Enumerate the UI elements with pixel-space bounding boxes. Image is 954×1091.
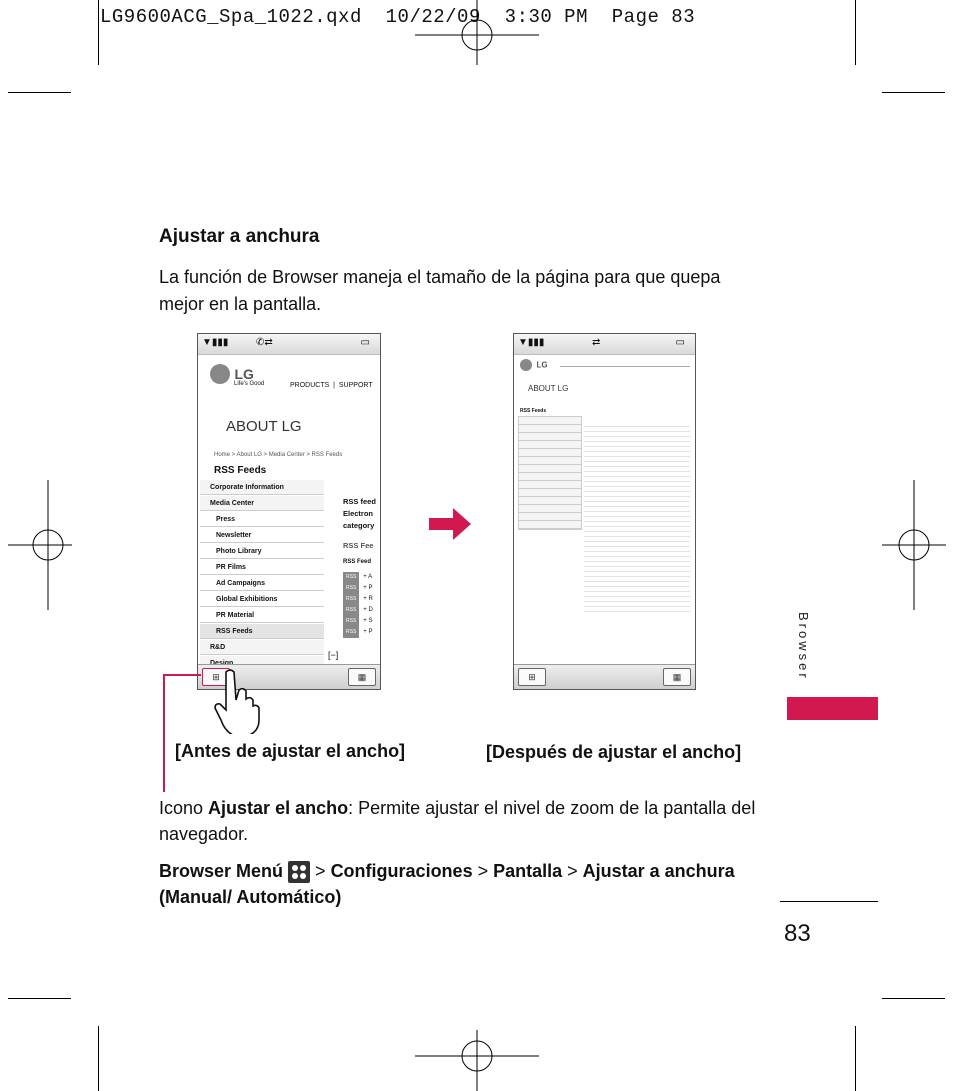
menu-item[interactable]: PR Films xyxy=(200,560,324,575)
crop-mark xyxy=(98,0,99,65)
section-heading: Ajustar a anchura xyxy=(159,226,320,247)
call-icon: ✆⇄ xyxy=(256,337,273,348)
rss-section-title: RSS Feeds xyxy=(214,465,267,476)
breadcrumb: Home > About LG > Media Center > RSS Feeds xyxy=(214,452,343,458)
caption-before: [Antes de ajustar el ancho] xyxy=(175,741,406,761)
rss-badge-list: RSS + A RSS + P RSS + R RSS + D RSS + S RSS + P xyxy=(343,572,373,638)
status-bar xyxy=(198,334,380,355)
menu-item[interactable]: Media Center xyxy=(200,496,324,511)
battery-icon: ▭ xyxy=(360,337,370,348)
mini-menu xyxy=(518,416,582,530)
battery-icon: ▭ xyxy=(675,337,685,348)
browser-toolbar xyxy=(514,664,695,689)
nav-support-link[interactable]: SUPPORT xyxy=(338,382,373,389)
page-number-rule xyxy=(780,901,878,902)
menu-path: Browser Menú > Configuraciones > Pantalla > Ajustar a anchura (Manual/ Automático) xyxy=(159,861,735,907)
page-title: ABOUT LG xyxy=(528,384,569,393)
signal-icon: ▼▮▮▮ xyxy=(518,337,545,348)
registration-mark-icon xyxy=(415,0,539,65)
rss-badge[interactable]: RSS xyxy=(343,594,359,605)
status-bar xyxy=(514,334,695,355)
lg-logo: LG Life's Good xyxy=(210,364,264,387)
nav-products-link[interactable]: PRODUCTS xyxy=(290,382,330,389)
fit-width-indicator-icon: [−] xyxy=(328,650,339,660)
menu-grid-icon xyxy=(288,861,310,883)
rss-section-title: RSS Feeds xyxy=(520,408,547,414)
registration-mark-icon xyxy=(8,480,72,610)
crop-mark xyxy=(855,0,856,65)
mini-nav xyxy=(560,366,690,367)
registration-mark-icon xyxy=(882,480,946,610)
menu-item[interactable]: Ad Campaigns xyxy=(200,576,324,591)
registration-mark-icon xyxy=(415,1030,539,1091)
menu-item[interactable]: RSS Feeds xyxy=(200,624,324,639)
hand-pointer-icon xyxy=(212,668,260,734)
crop-mark xyxy=(8,92,71,93)
page-title: ABOUT LG xyxy=(226,418,302,435)
rss-badge[interactable]: RSS xyxy=(343,616,359,627)
browser-menu-button[interactable]: ▦ xyxy=(348,668,376,686)
menu-item[interactable]: Photo Library xyxy=(200,544,324,559)
caption-after: [Después de ajustar el ancho] xyxy=(486,742,742,762)
print-header: LG9600ACG_Spa_1022.qxd 10/22/09 3:30 PM Page 83 xyxy=(100,6,696,28)
rss-badge[interactable]: RSS xyxy=(343,572,359,583)
crop-mark xyxy=(882,998,945,999)
icon-description: Icono Ajustar el ancho: Permite ajustar el nivel de zoom de la pantalla del navegador. xyxy=(159,798,756,844)
menu-item[interactable]: PR Material xyxy=(200,608,324,623)
screenshot-before xyxy=(197,333,381,690)
section-tab-label: Browser xyxy=(796,612,811,681)
menu-item[interactable]: Corporate Information xyxy=(200,480,324,495)
rss-content: RSS feed Electron category RSS Fee RSS Feed xyxy=(343,497,376,565)
menu-item[interactable]: Newsletter xyxy=(200,528,324,543)
rss-badge[interactable]: RSS xyxy=(343,583,359,594)
fit-width-button[interactable]: ⊞ xyxy=(518,668,546,686)
network-icon: ⇄ xyxy=(592,337,601,348)
menu-item[interactable]: Press xyxy=(200,512,324,527)
screenshot-after xyxy=(513,333,696,690)
menu-item[interactable]: Global Exhibitions xyxy=(200,592,324,607)
browser-menu-button[interactable]: ▦ xyxy=(663,668,691,686)
crop-mark xyxy=(855,1026,856,1091)
fit-width-button[interactable]: ⊞ xyxy=(202,668,230,686)
arrow-right-icon xyxy=(429,508,471,540)
rss-badge[interactable]: RSS xyxy=(343,627,359,638)
mini-content xyxy=(584,422,690,612)
menu-item[interactable]: R&D xyxy=(200,640,324,655)
rss-badge[interactable]: RSS xyxy=(343,605,359,616)
section-tab-bar xyxy=(787,697,878,720)
callout-line xyxy=(163,674,201,676)
crop-mark xyxy=(8,998,71,999)
lg-logo-icon xyxy=(210,364,230,384)
crop-mark xyxy=(98,1026,99,1091)
lg-logo-icon xyxy=(520,359,532,371)
page-number: 83 xyxy=(784,920,811,947)
site-nav: PRODUCTS | SUPPORT xyxy=(290,382,373,389)
crop-mark xyxy=(882,92,945,93)
callout-line xyxy=(163,674,165,792)
lg-logo: LG xyxy=(520,356,548,374)
signal-icon: ▼▮▮▮ xyxy=(202,337,229,348)
section-paragraph: La función de Browser maneja el tamaño de la página para que quepa mejor en la pantalla. xyxy=(159,267,721,314)
